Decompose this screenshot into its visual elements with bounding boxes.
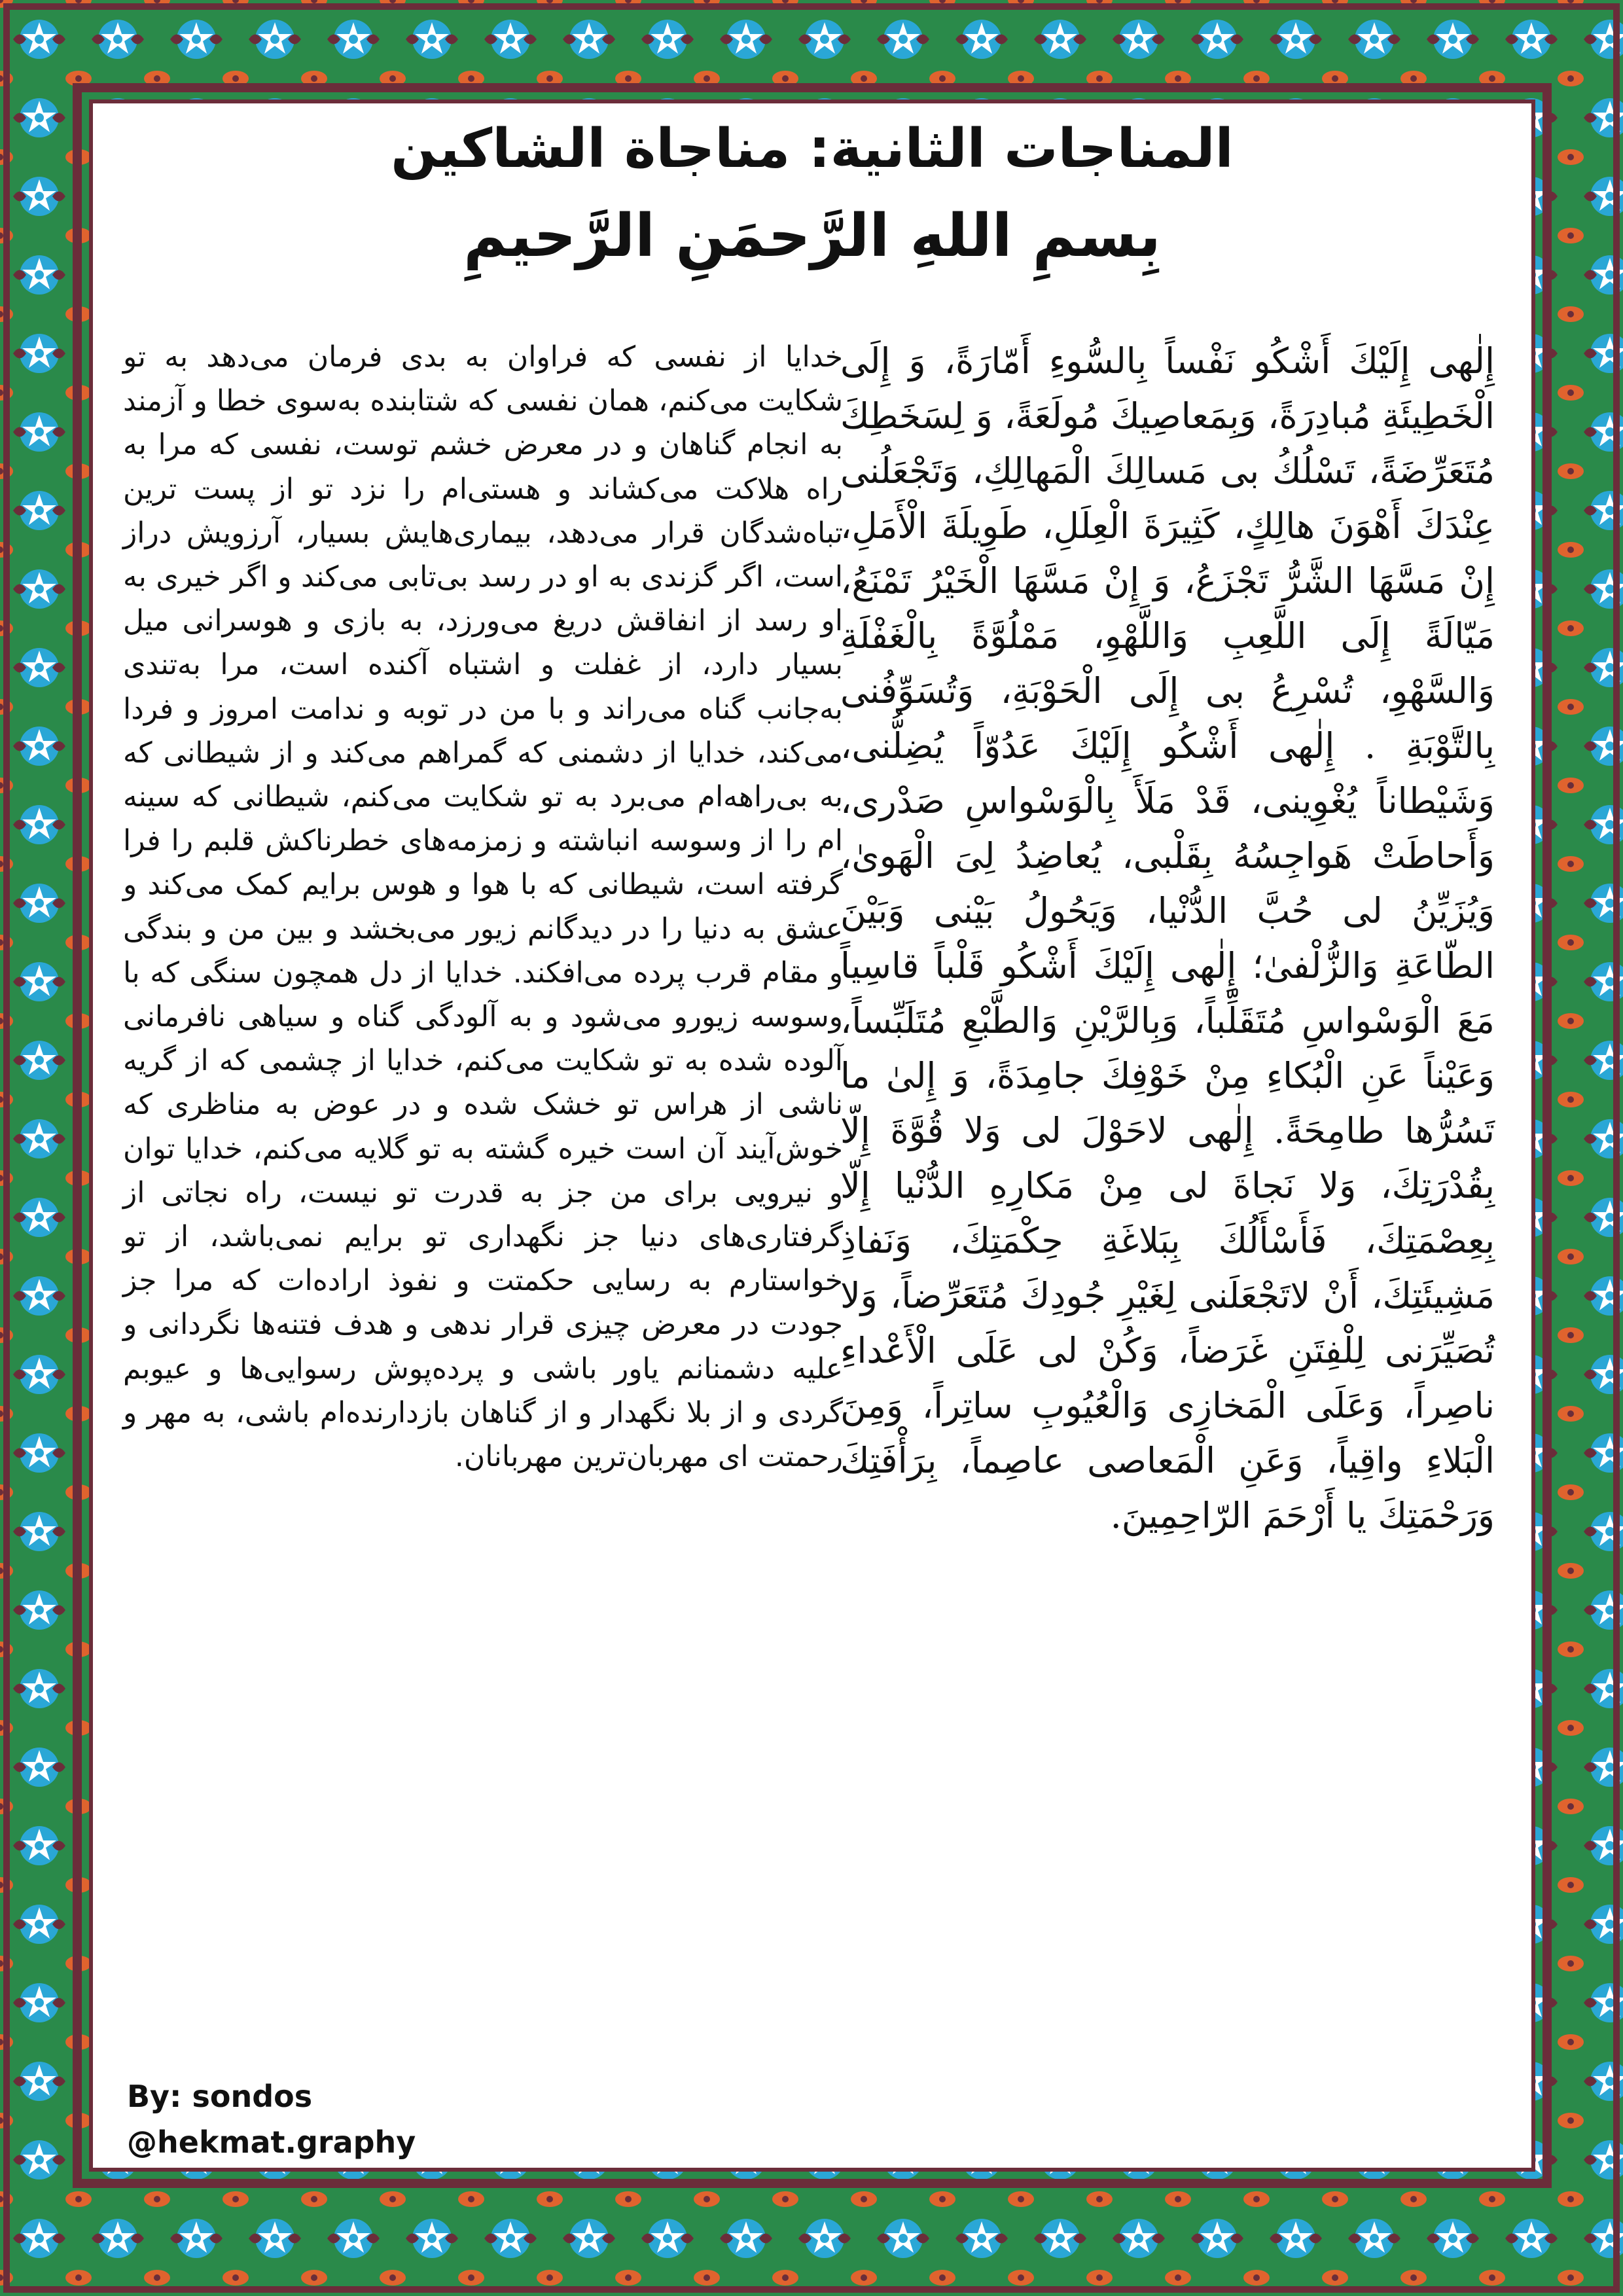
text-panel: [89, 99, 1535, 2172]
credit-author: By: sondos: [127, 2079, 313, 2114]
credit-handle: @hekmat.graphy: [127, 2125, 416, 2160]
basmala-heading: بِسمِ اللهِ الرَّحمَنِ الرَّحیمِ: [463, 202, 1161, 270]
credits: [127, 2073, 416, 2165]
persian-translation-text: خدایا از نفسی که فراوان به بدی فرمان می‌دهد به تو شکایت می‌کنم، همان نفسی که شتابنده به‌سوی خطا و آزمند به انجام گناهان و در معرض خشم توست، نفسی که مرا به راه هلاکت می‌کشاند و هستی‌ام را نزد تو از پست ترین تباه‌شدگان قرار می‌دهد، بیماری‌هایش بسیار، آرزویش دراز است، اگر گزندی به او در رسد بی‌تابی می‌کند و اگر خیری به او رسد از انفاقش دریغ می‌ورزد، به بازی و هوسرانی میل بسیار دارد، از غفلت و اشتباه آکنده است، مرا به‌تندی به‌جانب گناه می‌راند و با من در توبه و ندامت امروز و فردا می‌کند، خدایا از دشمنی که گمراهم می‌کند و از شیطانی که به بی‌راهه‌ام می‌برد به تو شکایت می‌کنم، شیطانی که سینه ام را از وسوسه انباشته و زمزمه‌های خطرناکش قلبم را فرا گرفته است، شیطانی که با هوا و هوس برایم کمک می‌کند و عشق به دنیا را در دیدگانم زیور می‌بخشد و بین من و بندگی و مقام قرب پرده می‌افکند. خدایا از دل همچون سنگی که با وسوسه زیورو می‌شود و به آلودگی گناه و سیاهی نافرمانی آلوده شده به تو شکایت می‌کنم، خدایا از چشمی که از گریه ناشی از هراس تو خشک شده و در عوض به مناظری که خوش‌آیند آن است خیره گشته به تو گلایه می‌کنم، خدایا توان و نیرویی برای من جز به قدرت تو نیست، راه نجاتی از گرفتاری‌های دنیا جز نگهداری تو برایم نمی‌باشد، از تو خواستارم به رسایی حکمتت و نفوذ اراده‌ات که مرا جز جودت در معرض چیزی قرار ندهی و هدف فتنه‌ها نگردانی و علیه دشمنانم یاور باشی و پرده‌پوش رسوایی‌ها و عیوبم گردی و از بلا نگهدار و از گناهان بازدارنده‌ام باشی، به مهر و رحمتت ای مهربان‌ترین مهربانان.: [123, 340, 843, 1474]
arabic-prayer-text: إِلٰهی إِلَیْكَ أَشْكُو نَفْساً بِالسُّوءِ أَمّارَةً، وَ إِلَى الْخَطِیئَةِ مُبادِرَةً، وَبِمَعاصِیكَ مُولَعَةً، وَ لِسَخَطِكَ مُتَعَرِّضَةً، تَسْلُكُ بی مَسالِكَ الْمَهالِكِ، وَتَجْعَلُنی عِنْدَكَ أَهْوَنَ هالِكٍ، كَثِیرَةَ الْعِلَلِ، طَوِیلَةَ الْأَمَلِ، إِنْ مَسَّهَا الشَّرُّ تَجْزَعُ، وَ إِنْ مَسَّهَا الْخَیْرُ تَمْنَعُ، مَیّالَةً إِلَى اللَّعِبِ وَاللَّهْوِ، مَمْلُوَّةً بِالْغَفْلَةِ وَالسَّهْوِ، تُسْرِعُ بی إِلَى الْحَوْبَةِ، وَتُسَوِّفُنی بِالتَّوْبَةِ . إِلٰهی أَشْكُو إِلَیْكَ عَدُوّاً یُضِلُّنی، وَشَیْطاناً یُغْوِینی، قَدْ مَلَأَ بِالْوَسْواسِ صَدْری، وَأَحاطَتْ هَواجِسُهُ بِقَلْبی، یُعاضِدُ لِیَ الْهَوىٰ، وَیُزَیِّنُ لی حُبَّ الدُّنْیا، وَیَحُولُ بَیْنی وَبَیْنَ الطّاعَةِ وَالزُّلْفىٰ؛ إِلٰهی إِلَیْكَ أَشْكُو قَلْباً قاسِیاً مَعَ الْوَسْواسِ مُتَقَلِّباً، وَبِالرَّیْنِ وَالطَّبْعِ مُتَلَبِّساً، وَعَیْناً عَنِ الْبُكاءِ مِنْ خَوْفِكَ جامِدَةً، وَ إِلىٰ ما تَسُرُّها طامِحَةً. إِلٰهی لاحَوْلَ لی وَلا قُوَّةَ إِلّا بِقُدْرَتِكَ، وَلا نَجاةَ لی مِنْ مَكارِهِ الدُّنْیا إِلّا بِعِصْمَتِكَ، فَأَسْأَلُكَ بِبَلاغَةِ حِكْمَتِكَ، وَنَفاذِ مَشِیئَتِكَ، أَنْ لاتَجْعَلَنی لِغَیْرِ جُودِكَ مُتَعَرِّضاً، وَلا تُصَیِّرَنی لِلْفِتَنِ غَرَضاً، وَكُنْ لی عَلَى الْأَعْداءِ ناصِراً، وَعَلَى الْمَخازِی وَالْعُیُوبِ ساتِراً، وَمِنَ الْبَلاءِ واقِیاً، وَعَنِ الْمَعاصی عاصِماً، بِرَأْفَتِكَ وَرَحْمَتِكَ یا أَرْحَمَ الرّاحِمِینَ.: [840, 340, 1495, 1536]
page-title: المناجات الثانية: مناجاة الشاكين: [391, 118, 1234, 180]
